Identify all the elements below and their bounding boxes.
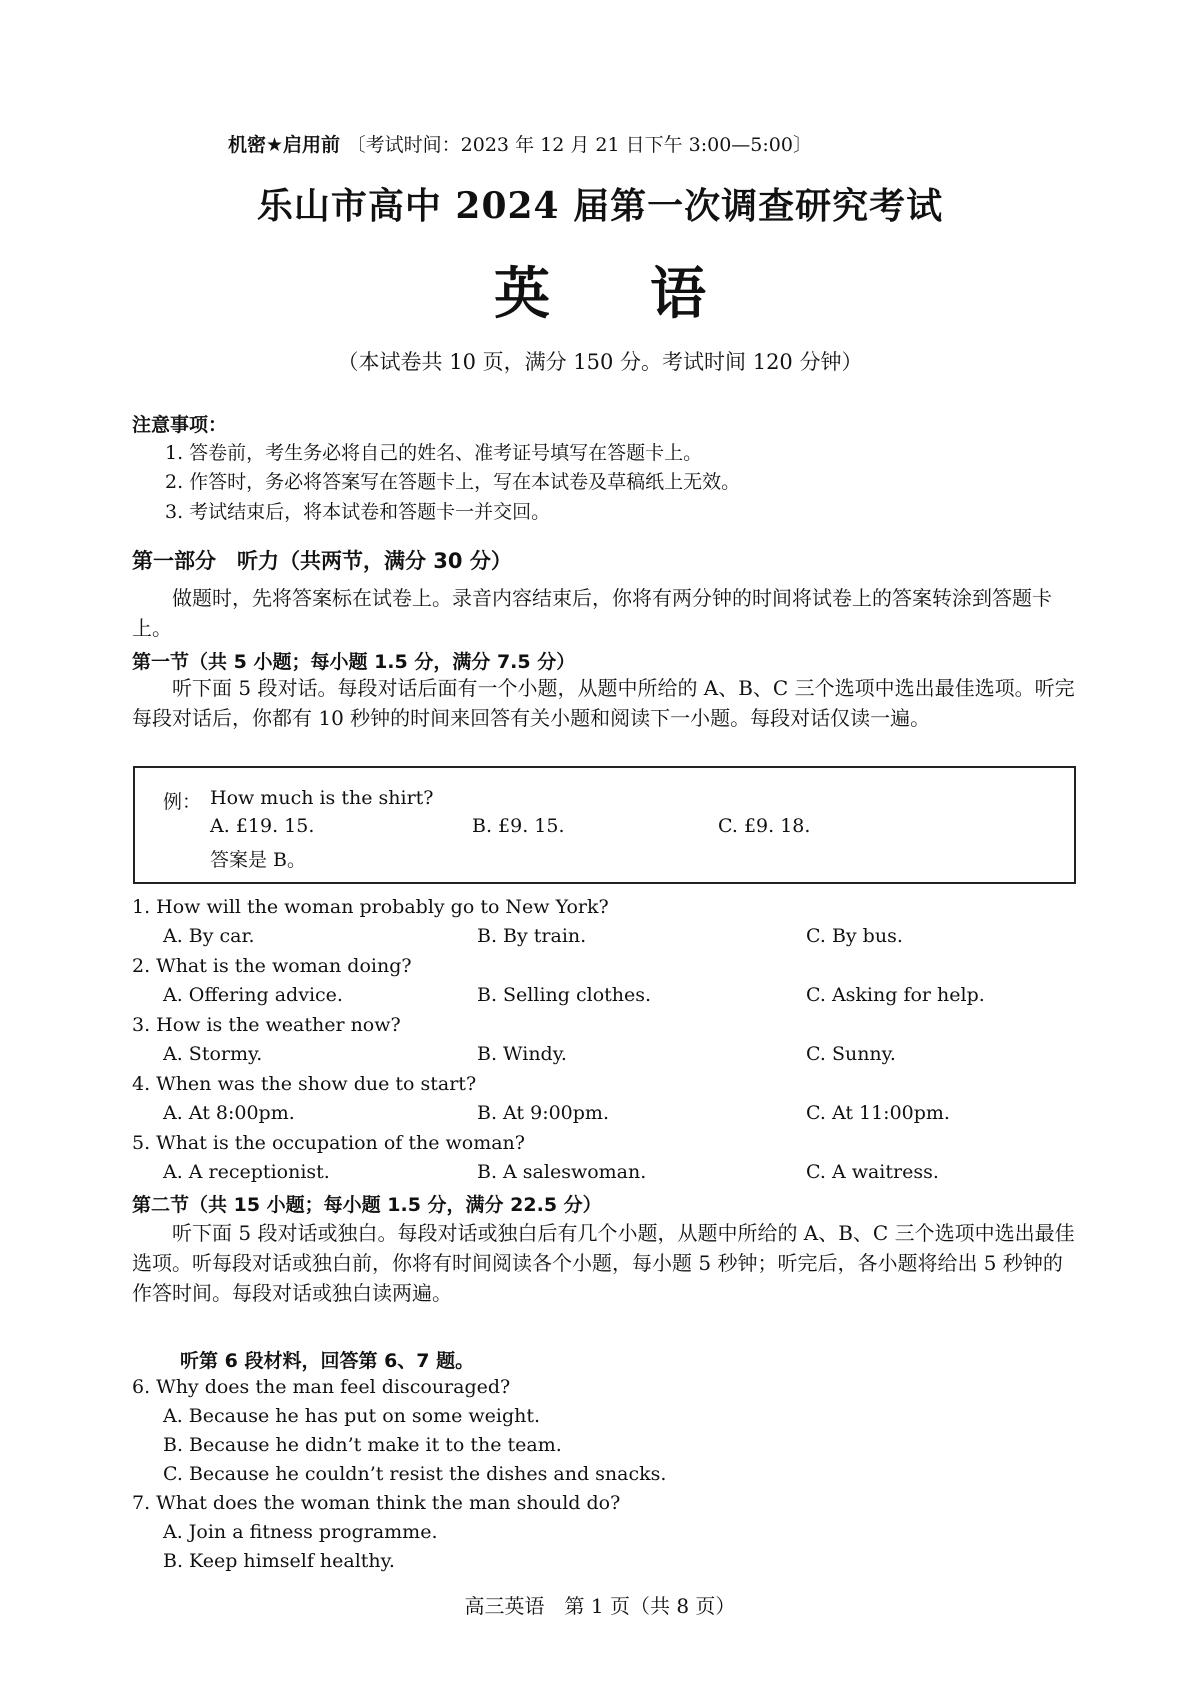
question-5-option-c: C. A waitress. <box>806 1161 939 1183</box>
question-7-option-b: B. Keep himself healthy. <box>163 1550 395 1572</box>
part1-intro: 做题时，先将答案标在试卷上。录音内容结束后，你将有两分钟的时间将试卷上的答案转涂到答题卡上。 <box>132 586 1052 640</box>
question-7: 7. What does the woman think the man should do? <box>132 1492 621 1514</box>
question-6: 6. Why does the man feel discouraged? <box>132 1376 511 1398</box>
question-2-option-c: C. Asking for help. <box>806 984 985 1006</box>
question-3-option-b: B. Windy. <box>477 1043 567 1065</box>
question-4-option-c: C. At 11:00pm. <box>806 1102 950 1124</box>
question-5: 5. What is the occupation of the woman? <box>132 1132 525 1154</box>
exam-time: 〔考试时间：2023 年 12 月 21 日下午 3:00—5:00〕 <box>346 134 812 156</box>
exam-meta: （本试卷共 10 页，满分 150 分。考试时间 120 分钟） <box>337 350 863 374</box>
notice-item: 3. 考试结束后，将本试卷和答题卡一并交回。 <box>165 501 551 523</box>
section1-intro: 听下面 5 段对话。每段对话后面有一个小题，从题中所给的 A、B、C 三个选项中选出最佳选项。听完每段对话后，你都有 10 秒钟的时间来回答有关小题和阅读下一小题。每段对话仅读一遍。 <box>132 676 1075 730</box>
question-4-option-b: B. At 9:00pm. <box>477 1102 609 1124</box>
example-question: How much is the shirt? <box>210 787 434 809</box>
question-4-option-a: A. At 8:00pm. <box>163 1102 295 1124</box>
example-answer: 答案是 B。 <box>210 849 307 871</box>
notice-item: 1. 答卷前，考生务必将自己的姓名、准考证号填写在答题卡上。 <box>165 442 703 464</box>
section1-heading: 第一节（共 5 小题；每小题 1.5 分，满分 7.5 分） <box>132 651 576 673</box>
subject-char-2: 语 <box>650 261 706 327</box>
exam-title: 乐山市高中 2024 届第一次调查研究考试 <box>256 185 944 227</box>
part1-heading: 第一部分 听力（共两节，满分 30 分） <box>132 549 512 573</box>
question-6-option-c: C. Because he couldn’t resist the dishes and snacks. <box>163 1463 667 1485</box>
notice-item: 2. 作答时，务必将答案写在答题卡上，写在本试卷及草稿纸上无效。 <box>165 471 741 493</box>
question-1-option-c: C. By bus. <box>806 925 903 947</box>
question-2-option-b: B. Selling clothes. <box>477 984 652 1006</box>
question-7-option-a: A. Join a fitness programme. <box>163 1521 438 1543</box>
question-1: 1. How will the woman probably go to New York? <box>132 896 609 918</box>
question-2: 2. What is the woman doing? <box>132 955 412 977</box>
example-option-c: C. £9. 18. <box>718 815 811 837</box>
example-option-b: B. £9. 15. <box>472 815 565 837</box>
subject-char-1: 英 <box>494 261 550 327</box>
section2-intro: 听下面 5 段对话或独白。每段对话或独白后有几个小题，从题中所给的 A、B、C 三个选项中选出最佳选项。听每段对话或独白前，你将有时间阅读各个小题，每小题 5 秒钟；听完后，各小题将给出 5 秒钟的作答时间。每段对话或独白读两遍。 <box>132 1221 1075 1305</box>
question-3-option-a: A. Stormy. <box>163 1043 263 1065</box>
subject-title <box>0 250 1200 330</box>
confidential-label: 机密★启用前 <box>228 134 341 156</box>
confidential-line <box>228 130 812 157</box>
notice-heading: 注意事项： <box>132 414 228 436</box>
example-option-a: A. £19. 15. <box>210 815 315 837</box>
question-6-option-b: B. Because he didn’t make it to the team. <box>163 1434 562 1456</box>
question-3-option-c: C. Sunny. <box>806 1043 896 1065</box>
material-6-heading: 听第 6 段材料，回答第 6、7 题。 <box>180 1350 475 1372</box>
question-1-option-a: A. By car. <box>163 925 255 947</box>
question-4: 4. When was the show due to start? <box>132 1073 477 1095</box>
example-label: 例： <box>163 791 202 813</box>
question-5-option-b: B. A saleswoman. <box>477 1161 647 1183</box>
page-footer: 高三英语 第 1 页（共 8 页） <box>464 1594 736 1618</box>
question-6-option-a: A. Because he has put on some weight. <box>163 1405 541 1427</box>
question-2-option-a: A. Offering advice. <box>163 984 343 1006</box>
question-5-option-a: A. A receptionist. <box>163 1161 330 1183</box>
section2-heading: 第二节（共 15 小题；每小题 1.5 分，满分 22.5 分） <box>132 1194 602 1216</box>
question-3: 3. How is the weather now? <box>132 1014 401 1036</box>
question-1-option-b: B. By train. <box>477 925 587 947</box>
